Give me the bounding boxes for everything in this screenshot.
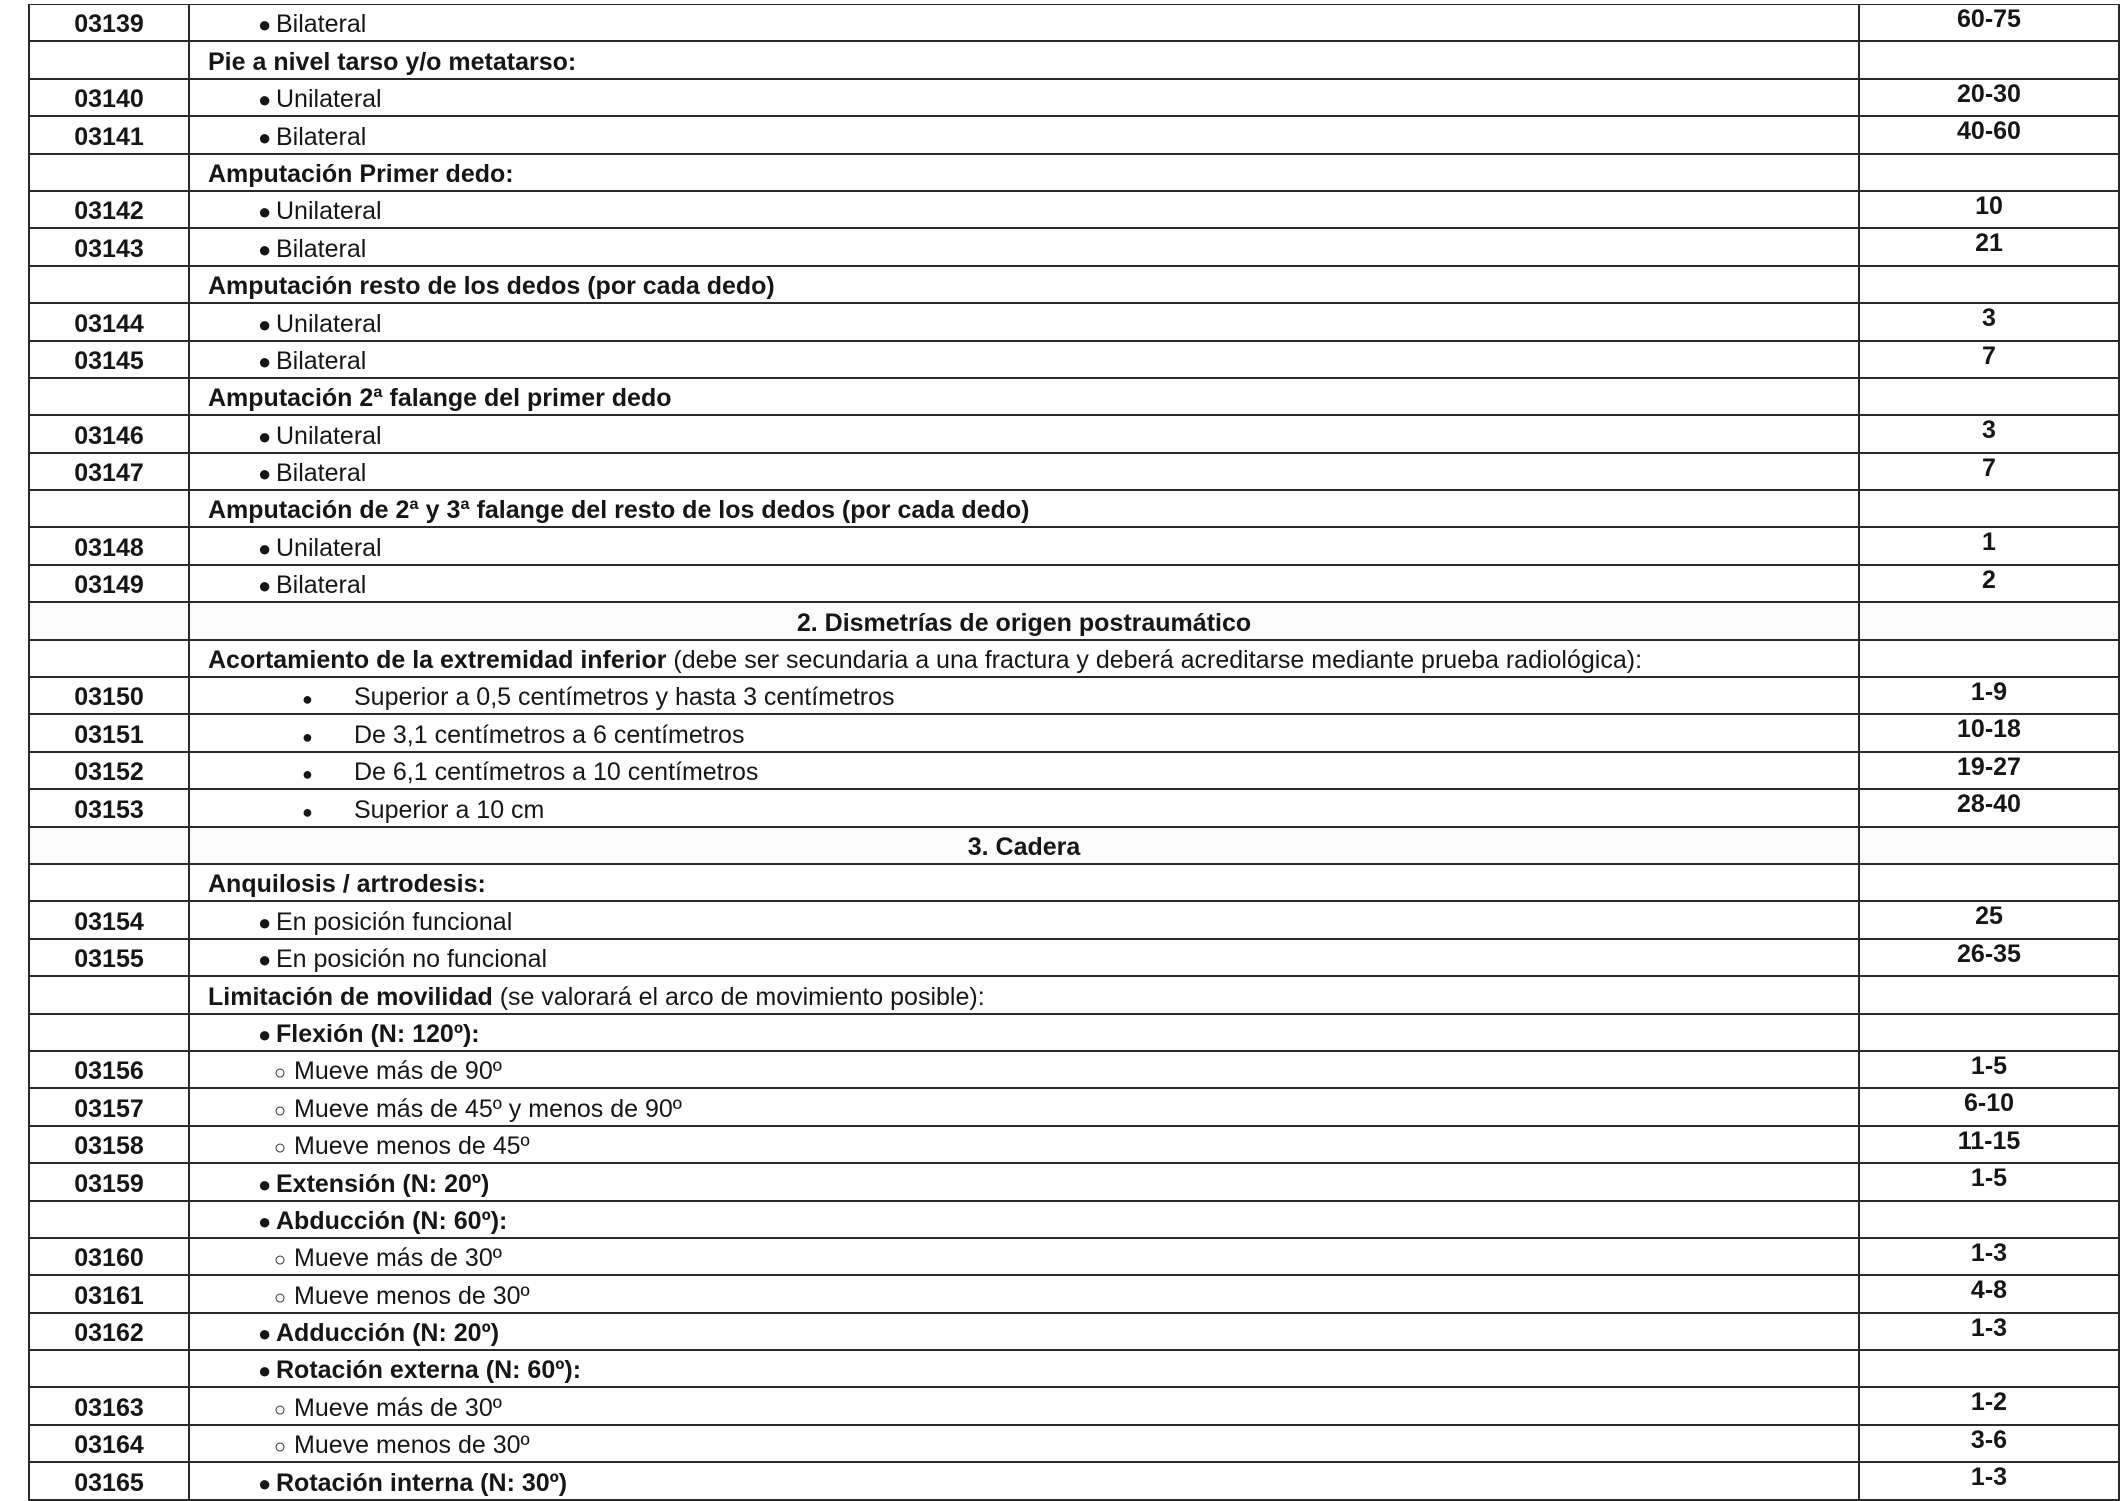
table-row: [29, 191, 2119, 228]
table-row: [29, 1462, 2119, 1499]
row-value: 21: [1859, 228, 2119, 265]
row-label: Mueve menos de 30º: [294, 1281, 530, 1310]
row-label: Superior a 0,5 centímetros y hasta 3 centímetros: [354, 683, 895, 712]
table-row: [29, 453, 2119, 490]
row-description: [189, 602, 1859, 639]
bullet-icon: ●: [302, 726, 313, 747]
row-description: [189, 266, 1859, 303]
table-row: [29, 752, 2119, 789]
row-code: 03151: [29, 714, 189, 751]
row-code: 03153: [29, 789, 189, 826]
row-label: Rotación externa (N: 60º):: [276, 1356, 582, 1385]
bullet-icon: ●: [258, 947, 272, 973]
row-value: 25: [1859, 901, 2119, 938]
row-label: Unilateral: [276, 197, 382, 226]
row-value: 10: [1859, 191, 2119, 228]
row-description: [189, 827, 1859, 864]
table-row: [29, 640, 2119, 677]
row-label: Unilateral: [276, 309, 382, 338]
row-code: 03163: [29, 1387, 189, 1424]
row-description: [189, 939, 1859, 976]
row-value: [1859, 1014, 2119, 1051]
row-code: 03146: [29, 415, 189, 452]
row-value: [1859, 864, 2119, 901]
table-row: [29, 565, 2119, 602]
table-row: [29, 1238, 2119, 1275]
row-description: [189, 490, 1859, 527]
section-row: [29, 827, 2119, 864]
group-heading: Pie a nivel tarso y/o metatarso:: [208, 47, 577, 76]
row-code: 03142: [29, 191, 189, 228]
table-row: [29, 1313, 2119, 1350]
table-row: [29, 976, 2119, 1013]
row-code: 03156: [29, 1051, 189, 1088]
row-label: Adducción (N: 20º): [276, 1319, 500, 1348]
bullet-icon: ●: [258, 423, 272, 449]
row-code: 03158: [29, 1126, 189, 1163]
group-heading: Amputación 2ª falange del primer dedo: [208, 384, 672, 413]
row-description: [189, 1387, 1859, 1424]
row-code: [29, 490, 189, 527]
row-value: 1-2: [1859, 1387, 2119, 1424]
bullet-icon: ●: [258, 311, 272, 337]
row-code: [29, 41, 189, 78]
row-label: Bilateral: [276, 346, 367, 375]
row-description: [189, 191, 1859, 228]
row-code: 03139: [29, 5, 189, 42]
table-row: [29, 1014, 2119, 1051]
row-code: [29, 602, 189, 639]
row-label: Unilateral: [276, 421, 382, 450]
row-description: [189, 1275, 1859, 1312]
row-label: Flexión (N: 120º):: [276, 1019, 480, 1048]
table-row: [29, 341, 2119, 378]
bullet-icon: ●: [258, 1208, 272, 1234]
bullet-icon: ●: [258, 236, 272, 262]
bullet-icon: ●: [258, 535, 272, 561]
row-value: [1859, 1201, 2119, 1238]
circle-bullet-icon: ○: [274, 1436, 287, 1459]
row-code: 03154: [29, 901, 189, 938]
row-description: [189, 789, 1859, 826]
row-code: [29, 1014, 189, 1051]
row-value: 2: [1859, 565, 2119, 602]
row-value: 1-5: [1859, 1163, 2119, 1200]
row-label: Bilateral: [276, 234, 367, 263]
circle-bullet-icon: ○: [274, 1099, 287, 1122]
row-description: [189, 1462, 1859, 1499]
bullet-icon: ●: [258, 1321, 272, 1347]
row-code: 03149: [29, 565, 189, 602]
row-description: [189, 378, 1859, 415]
circle-bullet-icon: ○: [274, 1249, 287, 1272]
table-row: [29, 415, 2119, 452]
row-description: [189, 79, 1859, 116]
row-description: [189, 752, 1859, 789]
table-row: [29, 1350, 2119, 1387]
row-label: Bilateral: [276, 10, 367, 39]
row-code: 03148: [29, 527, 189, 564]
row-value: [1859, 154, 2119, 191]
circle-bullet-icon: ○: [274, 1137, 287, 1160]
row-code: [29, 154, 189, 191]
table-row: [29, 527, 2119, 564]
row-code: [29, 1201, 189, 1238]
row-value: [1859, 41, 2119, 78]
row-code: [29, 976, 189, 1013]
row-value: 4-8: [1859, 1275, 2119, 1312]
row-value: 1-3: [1859, 1313, 2119, 1350]
row-value: 1-3: [1859, 1462, 2119, 1499]
row-value: [1859, 827, 2119, 864]
row-code: 03145: [29, 341, 189, 378]
table-row: [29, 490, 2119, 527]
row-label: Mueve más de 45º y menos de 90º: [294, 1094, 682, 1123]
bullet-icon: ●: [258, 461, 272, 487]
row-description: [189, 341, 1859, 378]
row-description: [189, 154, 1859, 191]
row-value: 40-60: [1859, 116, 2119, 153]
row-code: 03164: [29, 1425, 189, 1462]
row-value: 11-15: [1859, 1126, 2119, 1163]
table-row: [29, 228, 2119, 265]
row-code: 03150: [29, 677, 189, 714]
table-row: [29, 154, 2119, 191]
row-description: [189, 228, 1859, 265]
row-code: 03152: [29, 752, 189, 789]
row-description: [189, 901, 1859, 938]
row-label: Rotación interna (N: 30º): [276, 1468, 568, 1497]
row-label: Superior a 10 cm: [354, 795, 545, 824]
row-code: 03162: [29, 1313, 189, 1350]
group-heading: Amputación Primer dedo:: [208, 159, 514, 188]
row-description: [189, 116, 1859, 153]
table-row: [29, 1126, 2119, 1163]
row-description: [189, 1313, 1859, 1350]
row-value: 26-35: [1859, 939, 2119, 976]
bullet-icon: ●: [258, 909, 272, 935]
bullet-icon: ●: [258, 573, 272, 599]
row-code: 03161: [29, 1275, 189, 1312]
row-value: 3-6: [1859, 1425, 2119, 1462]
table-row: [29, 901, 2119, 938]
row-value: [1859, 266, 2119, 303]
row-label: Bilateral: [276, 571, 367, 600]
table-row: [29, 677, 2119, 714]
row-value: 7: [1859, 453, 2119, 490]
bullet-icon: ●: [258, 12, 272, 38]
row-label: Mueve más de 90º: [294, 1057, 502, 1086]
row-code: [29, 640, 189, 677]
row-code: [29, 827, 189, 864]
row-code: [29, 1350, 189, 1387]
row-value: 10-18: [1859, 714, 2119, 751]
bullet-icon: ●: [258, 87, 272, 113]
table-row: [29, 1425, 2119, 1462]
row-value: 3: [1859, 415, 2119, 452]
row-description: [189, 1126, 1859, 1163]
row-label: Unilateral: [276, 85, 382, 114]
row-code: 03165: [29, 1462, 189, 1499]
table-row: [29, 864, 2119, 901]
circle-bullet-icon: ○: [274, 1286, 287, 1309]
bullet-icon: ●: [302, 764, 313, 785]
row-label: Mueve menos de 45º: [294, 1132, 530, 1161]
row-description: [189, 1350, 1859, 1387]
heading-note: (se valorará el arco de movimiento posible):: [492, 982, 985, 1011]
row-label: Extensión (N: 20º): [276, 1169, 490, 1198]
table-row: [29, 1088, 2119, 1125]
bullet-icon: ●: [258, 1171, 272, 1197]
row-code: 03155: [29, 939, 189, 976]
row-code: 03143: [29, 228, 189, 265]
row-code: 03157: [29, 1088, 189, 1125]
table-row: [29, 714, 2119, 751]
row-value: [1859, 490, 2119, 527]
heading-note: (debe ser secundaria a una fractura y deberá acreditarse mediante prueba radiológica):: [666, 646, 1643, 675]
bullet-icon: ●: [258, 1358, 272, 1384]
row-label: De 3,1 centímetros a 6 centímetros: [354, 720, 745, 749]
row-description: [189, 1425, 1859, 1462]
row-value: [1859, 378, 2119, 415]
row-value: 19-27: [1859, 752, 2119, 789]
impairment-table: [28, 4, 2120, 1501]
row-description: [189, 714, 1859, 751]
circle-bullet-icon: ○: [274, 1062, 287, 1085]
row-code: 03147: [29, 453, 189, 490]
row-code: 03141: [29, 116, 189, 153]
row-value: 3: [1859, 303, 2119, 340]
row-description: [189, 453, 1859, 490]
row-value: [1859, 640, 2119, 677]
row-description: [189, 640, 1859, 677]
row-description: [189, 1051, 1859, 1088]
row-description: [189, 527, 1859, 564]
row-value: 1-3: [1859, 1238, 2119, 1275]
row-description: [189, 1088, 1859, 1125]
table-row: [29, 1201, 2119, 1238]
bullet-icon: ●: [258, 199, 272, 225]
row-code: [29, 378, 189, 415]
row-description: [189, 303, 1859, 340]
row-label: Unilateral: [276, 533, 382, 562]
table-body: [29, 5, 2119, 1500]
table-row: [29, 1051, 2119, 1088]
table-row: [29, 939, 2119, 976]
bullet-icon: ●: [302, 689, 313, 710]
row-label: De 6,1 centímetros a 10 centímetros: [354, 758, 759, 787]
row-value: [1859, 976, 2119, 1013]
row-label: Abducción (N: 60º):: [276, 1206, 508, 1235]
row-description: [189, 677, 1859, 714]
circle-bullet-icon: ○: [274, 1398, 287, 1421]
bullet-icon: ●: [258, 124, 272, 150]
row-description: [189, 41, 1859, 78]
row-label: En posición funcional: [276, 907, 513, 936]
row-label: Bilateral: [276, 459, 367, 488]
row-value: 7: [1859, 341, 2119, 378]
bullet-icon: ●: [258, 1021, 272, 1047]
row-code: 03140: [29, 79, 189, 116]
row-description: [189, 1238, 1859, 1275]
row-code: [29, 864, 189, 901]
table-row: [29, 1163, 2119, 1200]
row-description: [189, 1014, 1859, 1051]
section-title: 2. Dismetrías de origen postraumático: [796, 608, 1252, 637]
row-code: [29, 266, 189, 303]
row-value: 60-75: [1859, 5, 2119, 42]
row-code: 03144: [29, 303, 189, 340]
row-label: En posición no funcional: [276, 945, 548, 974]
row-value: [1859, 602, 2119, 639]
row-description: [189, 864, 1859, 901]
group-heading: Acortamiento de la extremidad inferior: [208, 646, 667, 675]
bullet-icon: ●: [302, 801, 313, 822]
row-value: 20-30: [1859, 79, 2119, 116]
row-value: [1859, 1350, 2119, 1387]
group-heading: Limitación de movilidad: [208, 982, 493, 1011]
bullet-icon: ●: [258, 1470, 272, 1496]
row-value: 1-5: [1859, 1051, 2119, 1088]
row-description: [189, 5, 1859, 42]
table-row: [29, 266, 2119, 303]
row-label: Bilateral: [276, 122, 367, 151]
table-row: [29, 5, 2119, 42]
row-value: 28-40: [1859, 789, 2119, 826]
row-description: [189, 976, 1859, 1013]
table-row: [29, 378, 2119, 415]
row-code: 03159: [29, 1163, 189, 1200]
row-label: Mueve más de 30º: [294, 1393, 502, 1422]
table-row: [29, 41, 2119, 78]
row-value: 1-9: [1859, 677, 2119, 714]
table-row: [29, 1275, 2119, 1312]
row-code: 03160: [29, 1238, 189, 1275]
row-label: Mueve más de 30º: [294, 1244, 502, 1273]
row-value: 1: [1859, 527, 2119, 564]
group-heading: Anquilosis / artrodesis:: [208, 870, 486, 899]
table-row: [29, 79, 2119, 116]
table-row: [29, 1387, 2119, 1424]
bullet-icon: ●: [258, 348, 272, 374]
table-row: [29, 789, 2119, 826]
row-description: [189, 1201, 1859, 1238]
table-row: [29, 303, 2119, 340]
row-description: [189, 1163, 1859, 1200]
row-description: [189, 415, 1859, 452]
section-row: [29, 602, 2119, 639]
row-description: [189, 565, 1859, 602]
section-title: 3. Cadera: [967, 832, 1081, 861]
group-heading: Amputación resto de los dedos (por cada dedo): [208, 272, 775, 301]
row-value: 6-10: [1859, 1088, 2119, 1125]
group-heading: Amputación de 2ª y 3ª falange del resto de los dedos (por cada dedo): [208, 496, 1030, 525]
table-row: [29, 116, 2119, 153]
row-label: Mueve menos de 30º: [294, 1431, 530, 1460]
